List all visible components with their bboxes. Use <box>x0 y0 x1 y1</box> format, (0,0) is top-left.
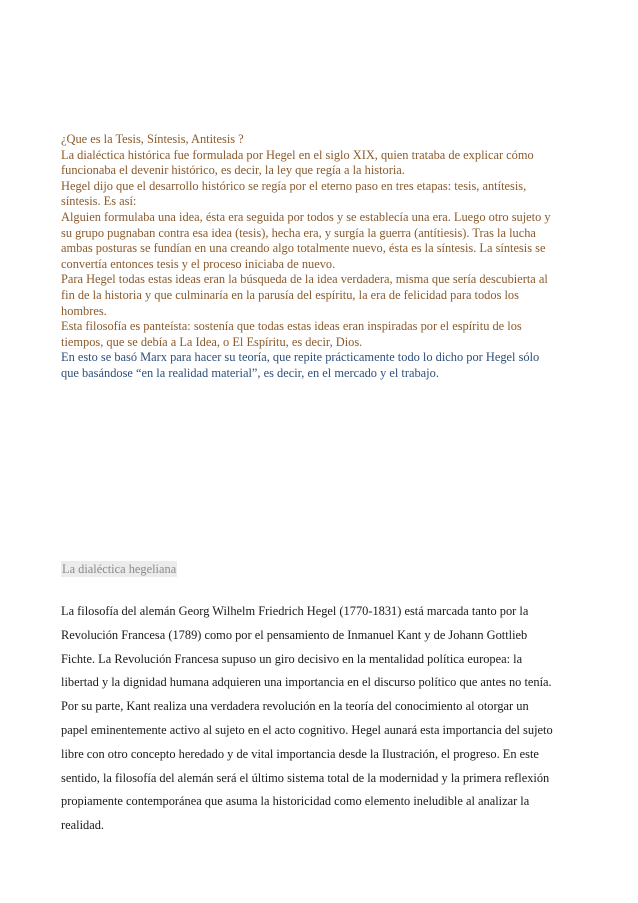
paragraph-line: propiamente contemporánea que asuma la historicidad como elemento ineludible al analizar la <box>61 794 530 809</box>
paragraph-line: funcionaba el devenir histórico, es decir, la ley que regía a la historia. <box>61 163 405 178</box>
paragraph-line: La dialéctica histórica fue formulada por Hegel en el siglo XIX, quien trataba de explicar cómo <box>61 147 534 162</box>
paragraph-line: realidad. <box>61 818 104 833</box>
paragraph-line: que basándose “en la realidad material”, es decir, en el mercado y el trabajo. <box>61 365 439 380</box>
paragraph-line: papel eminentemente activo al sujeto en el acto cognitivo. Hegel aunará esta importancia del sujeto <box>61 722 553 737</box>
paragraph-line: síntesis. Es así: <box>61 194 137 209</box>
section-heading: La dialéctica hegeliana <box>62 562 177 576</box>
paragraph-line: Para Hegel todas estas ideas eran la búsqueda de la idea verdadera, misma que sería descubierta al <box>61 272 548 287</box>
paragraph-line: Por su parte, Kant realiza una verdadera revolución en la teoría del conocimiento al otorgar un <box>61 699 529 714</box>
paragraph-line: Revolución Francesa (1789) como por el pensamiento de Inmanuel Kant y de Johann Gottlieb <box>61 627 528 642</box>
paragraph-line: libre con otro concepto heredado y de vital importancia desde la Ilustración, el progreso. En este <box>61 746 539 761</box>
paragraph-line: hombres. <box>61 303 107 318</box>
hegel-dialectic-text <box>61 600 591 838</box>
paragraph-line: La filosofía del alemán Georg Wilhelm Friedrich Hegel (1770-1831) está marcada tanto por la <box>61 604 529 618</box>
paragraph-line: convertía entonces tesis y el proceso iniciaba de nuevo. <box>61 256 336 271</box>
paragraph-line: Hegel dijo que el desarrollo histórico se regía por el eterno paso en tres etapas: tesis, antítesis, <box>61 178 527 193</box>
paragraph-line: libertad y la dignidad humana adquieren una importancia en el discurso político que antes no tenía. <box>61 675 552 690</box>
paragraph-line: Fichte. La Revolución Francesa supuso un giro decisivo en la mentalidad política europea: la <box>61 651 523 666</box>
question-line: ¿Que es la Tesis, Síntesis, Antitesis ? <box>61 132 244 146</box>
paragraph-line: En esto se basó Marx para hacer su teoría, que repite prácticamente todo lo dicho por Hegel sólo <box>61 350 540 365</box>
paragraph-line: su grupo pugnaban contra esa idea (tesis), hecha era, y surgía la guerra (antítiesis). Tras la lucha <box>61 225 536 240</box>
paragraph-line: fin de la historia y que culminaría en la parusía del espíritu, la era de felicidad para todos los <box>61 287 519 302</box>
paragraph-line: ambas posturas se fundían en una creando algo totalmente nuevo, ésta es la síntesis. La síntesis se <box>61 241 546 256</box>
paragraph-line: sentido, la filosofía del alemán será el último sistema total de la modernidad y la primera reflexión <box>61 770 550 785</box>
paragraph-line: tiempos, que se debía a La Idea, o El Espíritu, es decir, Dios. <box>61 334 363 349</box>
thesis-synthesis-text <box>61 132 581 382</box>
paragraph-line: Alguien formulaba una idea, ésta era seguida por todos y se establecía una era. Luego otro sujeto y <box>61 209 551 224</box>
paragraph-line: Esta filosofía es panteísta: sostenía que todas estas ideas eran inspiradas por el espíritu de los <box>61 319 522 334</box>
